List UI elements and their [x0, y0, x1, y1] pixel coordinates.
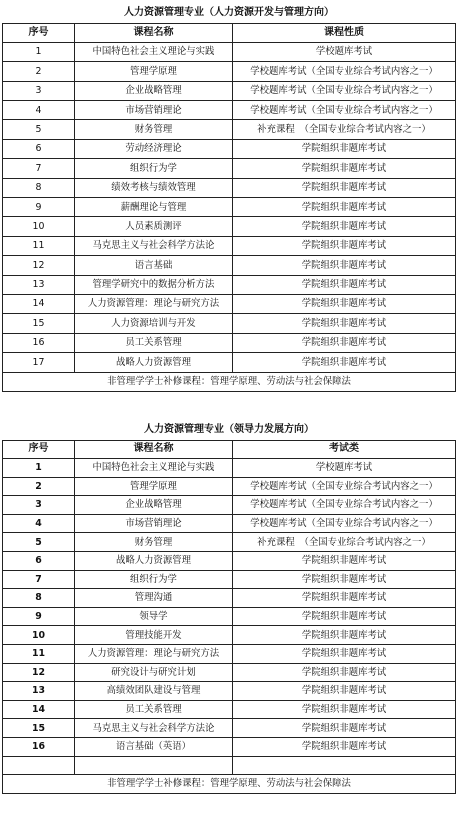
table-row [3, 756, 456, 775]
table-row [3, 217, 456, 236]
table-row [3, 719, 456, 738]
table-row [3, 459, 456, 478]
cell-num: 9 [3, 607, 75, 626]
table-footer-row [3, 372, 456, 391]
table-row [3, 139, 456, 158]
cell-num: 10 [3, 217, 75, 236]
table-row [3, 275, 456, 294]
table-title-row [3, 4, 456, 23]
cell-num: 10 [3, 626, 75, 645]
header-num: 序号 [3, 440, 75, 459]
cell-name: 管理学原理 [75, 62, 233, 81]
cell-num: 8 [3, 178, 75, 197]
cell-num: 14 [3, 294, 75, 313]
cell-name: 劳动经济理论 [75, 139, 233, 158]
table-row [3, 589, 456, 608]
cell-num: 4 [3, 514, 75, 533]
cell-nature: 学院组织非题库考试 [233, 294, 456, 313]
table-row [3, 645, 456, 664]
cell-nature: 学院组织非题库考试 [233, 353, 456, 372]
cell-num: 11 [3, 236, 75, 255]
table-footer-note: 非管理学学士补修课程：管理学原理、劳动法与社会保障法 [3, 372, 456, 391]
table-row [3, 42, 456, 61]
table-row [3, 514, 456, 533]
table-row [3, 353, 456, 372]
cell-nature: 学院组织非题库考试 [233, 589, 456, 608]
cell-num: 16 [3, 738, 75, 757]
cell-name: 绩效考核与绩效管理 [75, 178, 233, 197]
table-row [3, 607, 456, 626]
cell-nature: 学院组织非题库考试 [233, 626, 456, 645]
cell-name: 管理技能开发 [75, 626, 233, 645]
table-row [3, 294, 456, 313]
cell-nature: 学院组织非题库考试 [233, 236, 456, 255]
table-row [3, 738, 456, 757]
cell-nature: 学校题库考试（全国专业综合考试内容之一） [233, 514, 456, 533]
cell-nature: 学院组织非题库考试 [233, 217, 456, 236]
cell-name: 市场营销理论 [75, 101, 233, 120]
cell-name: 人力资源培训与开发 [75, 314, 233, 333]
table-row [3, 663, 456, 682]
cell-num: 2 [3, 477, 75, 496]
table-title-row [3, 421, 456, 440]
cell-nature [233, 756, 456, 775]
cell-nature: 学校题库考试 [233, 459, 456, 478]
table-row [3, 120, 456, 139]
cell-name: 人员素质测评 [75, 217, 233, 236]
cell-num: 14 [3, 700, 75, 719]
cell-name: 企业战略管理 [75, 81, 233, 100]
cell-num: 3 [3, 496, 75, 515]
cell-name: 研究设计与研究计划 [75, 663, 233, 682]
table-row [3, 700, 456, 719]
cell-nature: 学校题库考试 [233, 42, 456, 61]
cell-name: 企业战略管理 [75, 496, 233, 515]
table-row [3, 81, 456, 100]
table-body [3, 42, 456, 372]
cell-nature: 补充课程 （全国专业综合考试内容之一） [233, 120, 456, 139]
cell-num: 15 [3, 719, 75, 738]
cell-num: 11 [3, 645, 75, 664]
cell-name: 财务管理 [75, 120, 233, 139]
header-exam-type: 考试类 [233, 440, 456, 459]
cell-nature: 学校题库考试（全国专业综合考试内容之一） [233, 62, 456, 81]
cell-num: 8 [3, 589, 75, 608]
cell-name: 中国特色社会主义理论与实践 [75, 459, 233, 478]
cell-nature: 补充课程 （全国专业综合考试内容之一） [233, 533, 456, 552]
header-course-nature: 课程性质 [233, 23, 456, 42]
cell-nature: 学院组织非题库考试 [233, 645, 456, 664]
cell-num: 5 [3, 120, 75, 139]
cell-name [75, 756, 233, 775]
cell-num: 7 [3, 570, 75, 589]
cell-nature: 学院组织非题库考试 [233, 719, 456, 738]
cell-name: 领导学 [75, 607, 233, 626]
cell-name: 管理学研究中的数据分析方法 [75, 275, 233, 294]
table-row [3, 314, 456, 333]
cell-nature: 学院组织非题库考试 [233, 139, 456, 158]
table-row [3, 626, 456, 645]
cell-name: 语言基础 [75, 256, 233, 275]
table-row [3, 496, 456, 515]
cell-nature: 学院组织非题库考试 [233, 314, 456, 333]
cell-nature: 学院组织非题库考试 [233, 275, 456, 294]
table-row [3, 533, 456, 552]
cell-nature: 学院组织非题库考试 [233, 198, 456, 217]
table-row [3, 62, 456, 81]
cell-name: 马克思主义与社会科学方法论 [75, 719, 233, 738]
cell-name: 战略人力资源管理 [75, 353, 233, 372]
cell-name: 人力资源管理：理论与研究方法 [75, 294, 233, 313]
cell-num: 1 [3, 42, 75, 61]
cell-num: 5 [3, 533, 75, 552]
header-course-name: 课程名称 [75, 23, 233, 42]
cell-num: 4 [3, 101, 75, 120]
cell-num: 7 [3, 159, 75, 178]
cell-num [3, 756, 75, 775]
table-row [3, 333, 456, 352]
cell-nature: 学院组织非题库考试 [233, 570, 456, 589]
cell-num: 13 [3, 682, 75, 701]
table-row [3, 256, 456, 275]
cell-name: 中国特色社会主义理论与实践 [75, 42, 233, 61]
cell-nature: 学校题库考试（全国专业综合考试内容之一） [233, 496, 456, 515]
cell-name: 人力资源管理：理论与研究方法 [75, 645, 233, 664]
cell-nature: 学院组织非题库考试 [233, 159, 456, 178]
cell-num: 12 [3, 256, 75, 275]
cell-name: 市场营销理论 [75, 514, 233, 533]
table-body [3, 459, 456, 775]
cell-num: 6 [3, 139, 75, 158]
header-course-name: 课程名称 [75, 440, 233, 459]
course-table-leadership [2, 421, 456, 794]
cell-name: 战略人力资源管理 [75, 552, 233, 571]
table-header-row [3, 440, 456, 459]
table-row [3, 101, 456, 120]
table-row [3, 570, 456, 589]
cell-num: 13 [3, 275, 75, 294]
table-row [3, 477, 456, 496]
table-row [3, 236, 456, 255]
cell-name: 组织行为学 [75, 570, 233, 589]
cell-num: 1 [3, 459, 75, 478]
table-title: 人力资源管理专业（人力资源开发与管理方向） [124, 7, 334, 19]
cell-name: 员工关系管理 [75, 333, 233, 352]
cell-name: 语言基础（英语） [75, 738, 233, 757]
table-footer-note: 非管理学学士补修课程：管理学原理、劳动法与社会保障法 [3, 775, 456, 794]
cell-num: 6 [3, 552, 75, 571]
cell-name: 高绩效团队建设与管理 [75, 682, 233, 701]
cell-nature: 学院组织非题库考试 [233, 700, 456, 719]
cell-nature: 学校题库考试（全国专业综合考试内容之一） [233, 477, 456, 496]
table-row [3, 178, 456, 197]
cell-name: 薪酬理论与管理 [75, 198, 233, 217]
cell-nature: 学校题库考试（全国专业综合考试内容之一） [233, 81, 456, 100]
cell-name: 管理沟通 [75, 589, 233, 608]
cell-name: 员工关系管理 [75, 700, 233, 719]
cell-num: 17 [3, 353, 75, 372]
cell-name: 马克思主义与社会科学方法论 [75, 236, 233, 255]
cell-name: 管理学原理 [75, 477, 233, 496]
table-row [3, 159, 456, 178]
cell-num: 3 [3, 81, 75, 100]
table-row [3, 552, 456, 571]
cell-nature: 学院组织非题库考试 [233, 607, 456, 626]
header-num: 序号 [3, 23, 75, 42]
cell-nature: 学院组织非题库考试 [233, 333, 456, 352]
table-header-row [3, 23, 456, 42]
cell-nature: 学院组织非题库考试 [233, 552, 456, 571]
cell-name: 财务管理 [75, 533, 233, 552]
cell-nature: 学校题库考试（全国专业综合考试内容之一） [233, 101, 456, 120]
cell-nature: 学院组织非题库考试 [233, 256, 456, 275]
table-title: 人力资源管理专业（领导力发展方向） [144, 424, 315, 436]
cell-nature: 学院组织非题库考试 [233, 738, 456, 757]
table-footer-row [3, 775, 456, 794]
cell-num: 2 [3, 62, 75, 81]
course-table-hr-development [2, 4, 456, 392]
cell-num: 12 [3, 663, 75, 682]
table-row [3, 198, 456, 217]
cell-name: 组织行为学 [75, 159, 233, 178]
cell-nature: 学院组织非题库考试 [233, 682, 456, 701]
table-row [3, 682, 456, 701]
cell-num: 15 [3, 314, 75, 333]
cell-nature: 学院组织非题库考试 [233, 178, 456, 197]
cell-num: 16 [3, 333, 75, 352]
cell-nature: 学院组织非题库考试 [233, 663, 456, 682]
cell-num: 9 [3, 198, 75, 217]
